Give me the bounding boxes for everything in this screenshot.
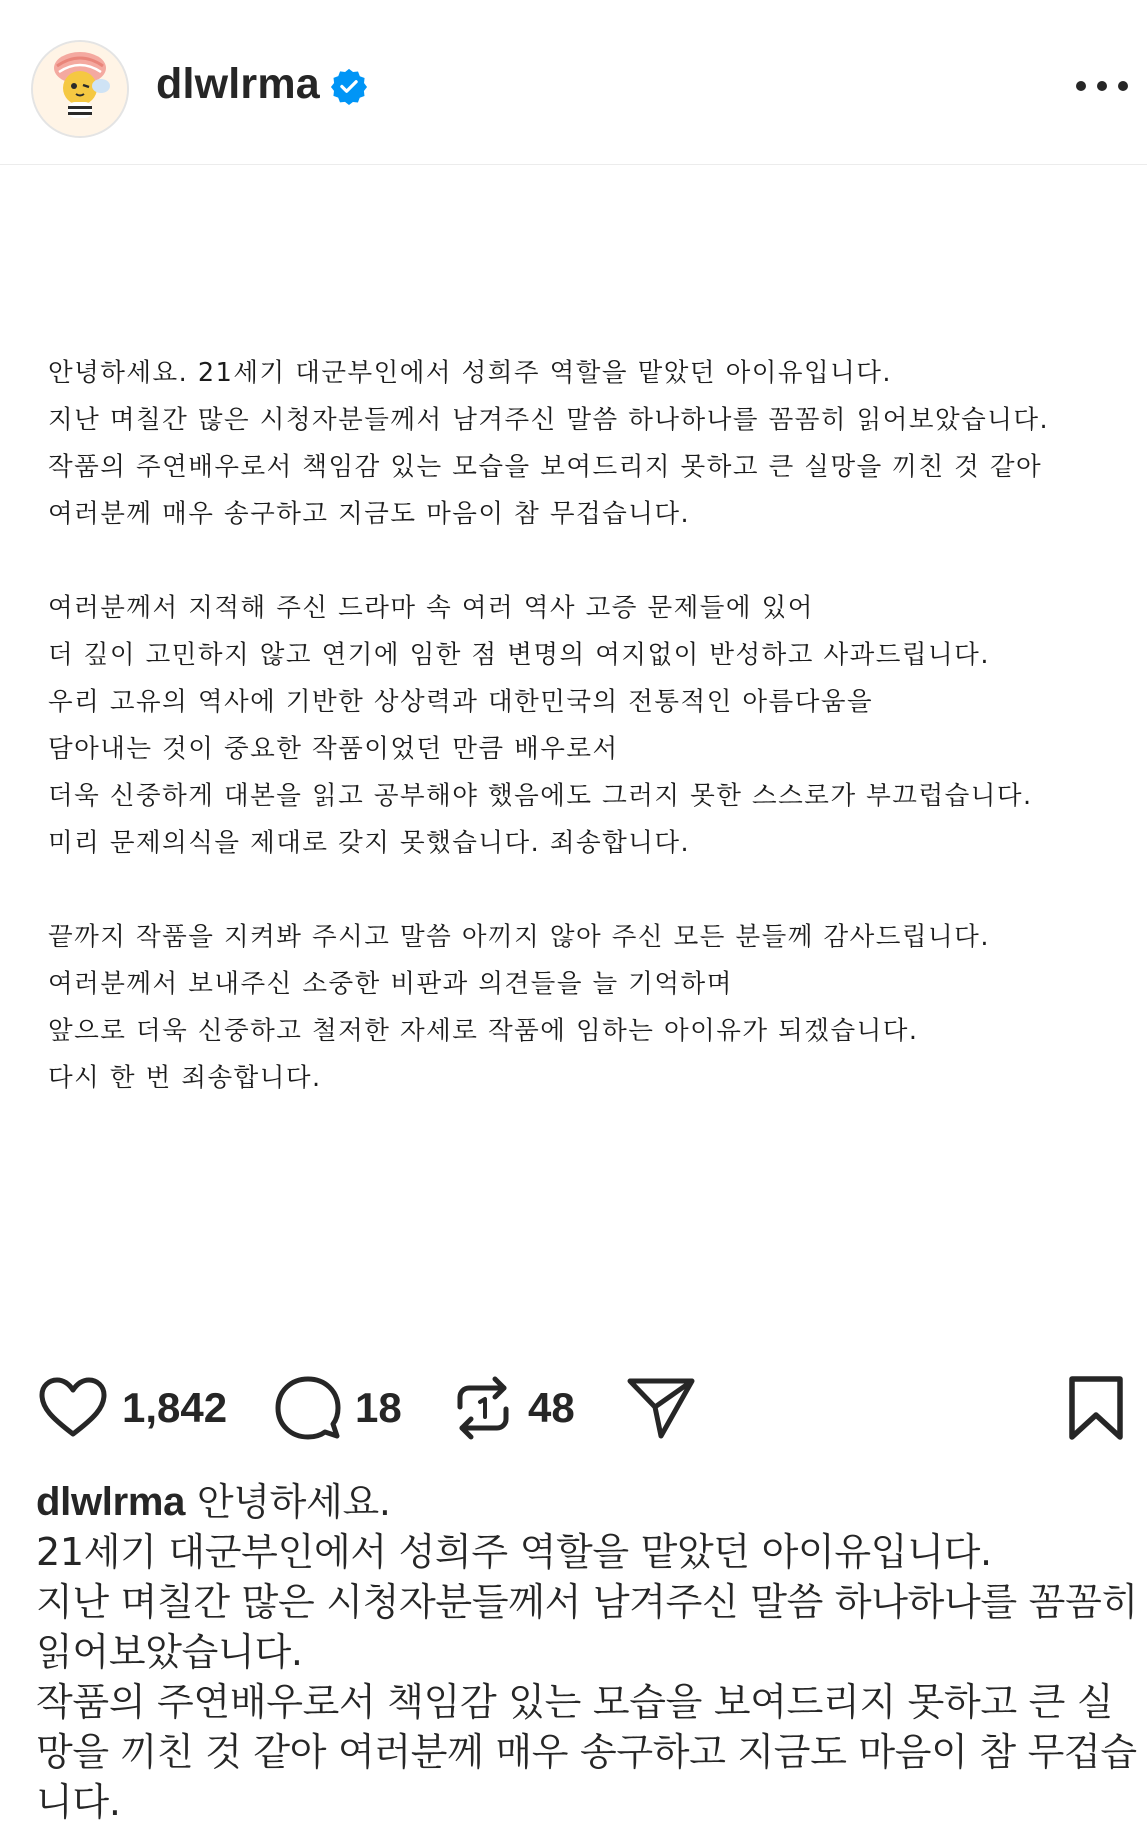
caption-line: 작품의 주연배우로서 책임감 있는 모습을 보여드리지 못하고 큰 실 [36,1680,1114,1724]
comment-icon [275,1375,341,1441]
letter-line: 다시 한 번 죄송합니다. [48,1063,322,1093]
caption-line: 망을 끼친 것 같아 여러분께 매우 송구하고 지금도 마음이 참 무겁습 [36,1730,1137,1774]
post-action-bar [0,1368,1147,1448]
caption-line: 니다. [36,1780,121,1824]
verified-badge-icon [330,67,368,105]
caption-line: 지난 며칠간 많은 시청자분들께서 남겨주신 말씀 하나하나를 꼼꼼히 [36,1580,1138,1624]
letter-line: 작품의 주연배우로서 책임감 있는 모습을 보여드리지 못하고 큰 실망을 끼친 것 같아 [48,452,1043,482]
paragraph-gap [48,867,1128,914]
like-button[interactable] [38,1368,227,1448]
caption-first-line [36,1477,1131,1527]
apology-letter [48,350,1128,1102]
caption-line: 읽어보았습니다. [36,1630,303,1674]
caption-text: 안녕하세요. [196,1480,391,1524]
letter-line: 담아내는 것이 중요한 작품이었던 만큼 배우로서 [48,734,619,764]
more-dot-icon [1097,81,1107,91]
share-icon [626,1375,696,1441]
post-image[interactable] [0,165,1147,1345]
letter-line: 우리 고유의 역사에 기반한 상상력과 대한민국의 전통적인 아름다움을 [48,687,874,717]
repost-icon [452,1375,514,1441]
comment-count: 18 [355,1384,402,1431]
repost-count: 48 [528,1384,575,1431]
more-options-button[interactable] [1076,66,1128,106]
save-button[interactable] [1068,1368,1124,1448]
letter-line: 여러분께서 지적해 주신 드라마 속 여러 역사 고증 문제들에 있어 [48,593,814,623]
caption-username[interactable]: dlwlrma [36,1480,186,1524]
letter-line: 미리 문제의식을 제대로 갖지 못했습니다. 죄송합니다. [48,828,691,858]
share-button[interactable] [626,1368,696,1448]
letter-line: 여러분께 매우 송구하고 지금도 마음이 참 무겁습니다. [48,499,691,529]
heart-icon [38,1376,108,1440]
letter-line: 여러분께서 보내주신 소중한 비판과 의견들을 늘 기억하며 [48,969,733,999]
post-header [0,0,1147,165]
letter-line: 안녕하세요. 21세기 대군부인에서 성희주 역할을 맡았던 아이유입니다. [48,358,893,388]
letter-line: 끝까지 작품을 지켜봐 주시고 말씀 아끼지 않아 주신 모든 분들께 감사드립니다. [48,922,990,952]
letter-line: 더 깊이 고민하지 않고 연기에 임한 점 변명의 여지없이 반성하고 사과드립니다. [48,640,990,670]
letter-line: 지난 며칠간 많은 시청자분들께서 남겨주신 말씀 하나하나를 꼼꼼히 읽어보았습니다. [48,405,1050,435]
more-dot-icon [1118,81,1128,91]
comment-button[interactable] [275,1368,402,1448]
like-count: 1,842 [122,1384,228,1431]
letter-line: 더욱 신중하게 대본을 읽고 공부해야 했음에도 그러지 못한 스스로가 부끄럽습니다. [48,781,1033,811]
letter-line: 앞으로 더욱 신중하고 철저한 자세로 작품에 임하는 아이유가 되겠습니다. [48,1016,919,1046]
paragraph-gap [48,538,1128,585]
post-author-username[interactable]: dlwlrma [156,60,320,108]
post-caption [36,1477,1138,1827]
caption-line: 21세기 대군부인에서 성희주 역할을 맡았던 아이유입니다. [36,1530,992,1574]
bookmark-icon [1068,1375,1124,1441]
profile-avatar[interactable] [31,40,129,138]
repost-button[interactable] [452,1368,575,1448]
avatar-illustration [33,42,127,136]
more-dot-icon [1076,81,1086,91]
